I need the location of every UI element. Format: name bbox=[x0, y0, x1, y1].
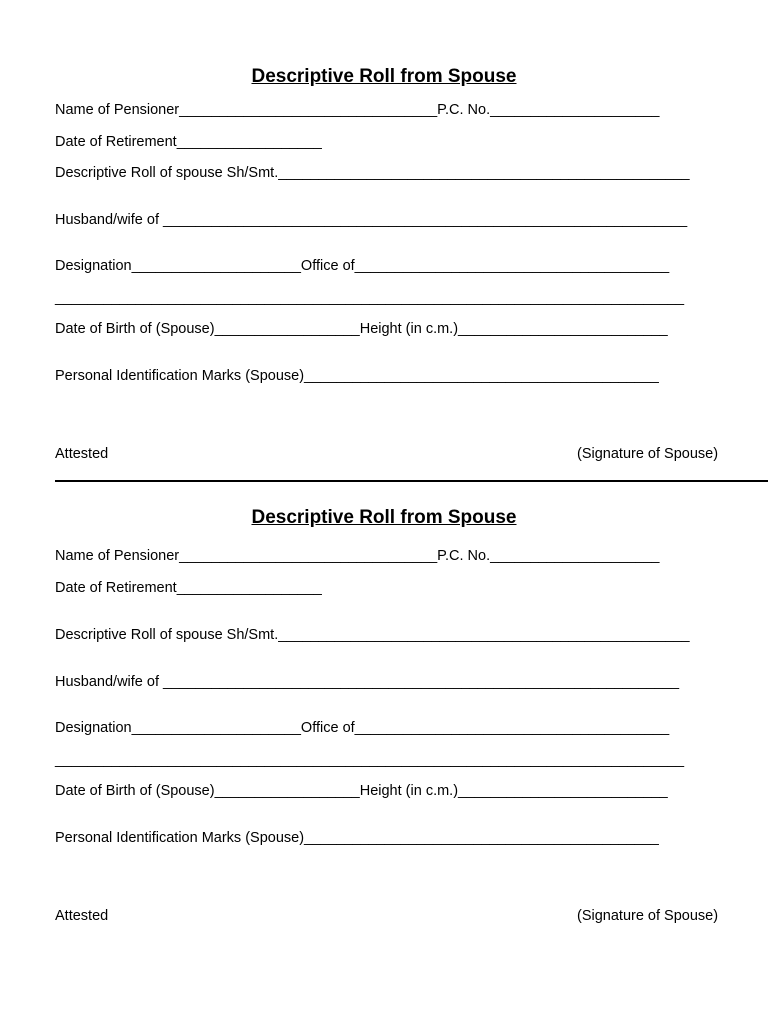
husband-wife-line: Husband/wife of ________________________________________________________________ bbox=[55, 674, 680, 690]
designation-office-line: Designation_____________________Office of_______________________________________ bbox=[55, 258, 670, 274]
dob-height-line: Date of Birth of (Spouse)__________________Height (in c.m.)__________________________ bbox=[55, 783, 668, 799]
descriptive-roll-line: Descriptive Roll of spouse Sh/Smt.___________________________________________________ bbox=[55, 165, 690, 181]
signature-label: (Signature of Spouse) bbox=[577, 908, 719, 924]
form-title: Descriptive Roll from Spouse bbox=[251, 507, 517, 528]
section-divider bbox=[55, 480, 768, 482]
husband-wife-line: Husband/wife of _________________________________________________________________ bbox=[55, 212, 688, 228]
attested-label: Attested bbox=[55, 446, 109, 462]
designation-office-line: Designation_____________________Office of_______________________________________ bbox=[55, 720, 670, 736]
descriptive-roll-line: Descriptive Roll of spouse Sh/Smt.___________________________________________________ bbox=[55, 627, 690, 643]
identification-marks-line: Personal Identification Marks (Spouse)____________________________________________ bbox=[55, 830, 659, 846]
date-of-retirement-line: Date of Retirement__________________ bbox=[55, 134, 322, 150]
blank-line: ______________________________________________________________________________ bbox=[55, 290, 685, 306]
signature-label: (Signature of Spouse) bbox=[577, 446, 719, 462]
form-title: Descriptive Roll from Spouse bbox=[251, 66, 517, 87]
identification-marks-line: Personal Identification Marks (Spouse)____________________________________________ bbox=[55, 368, 659, 384]
dob-height-line: Date of Birth of (Spouse)__________________Height (in c.m.)__________________________ bbox=[55, 321, 668, 337]
name-of-pensioner-line: Name of Pensioner________________________________P.C. No._____________________ bbox=[55, 548, 660, 564]
attested-label: Attested bbox=[55, 908, 109, 924]
name-of-pensioner-line: Name of Pensioner________________________________P.C. No._____________________ bbox=[55, 102, 660, 118]
date-of-retirement-line: Date of Retirement__________________ bbox=[55, 580, 322, 596]
blank-line: ______________________________________________________________________________ bbox=[55, 752, 685, 768]
